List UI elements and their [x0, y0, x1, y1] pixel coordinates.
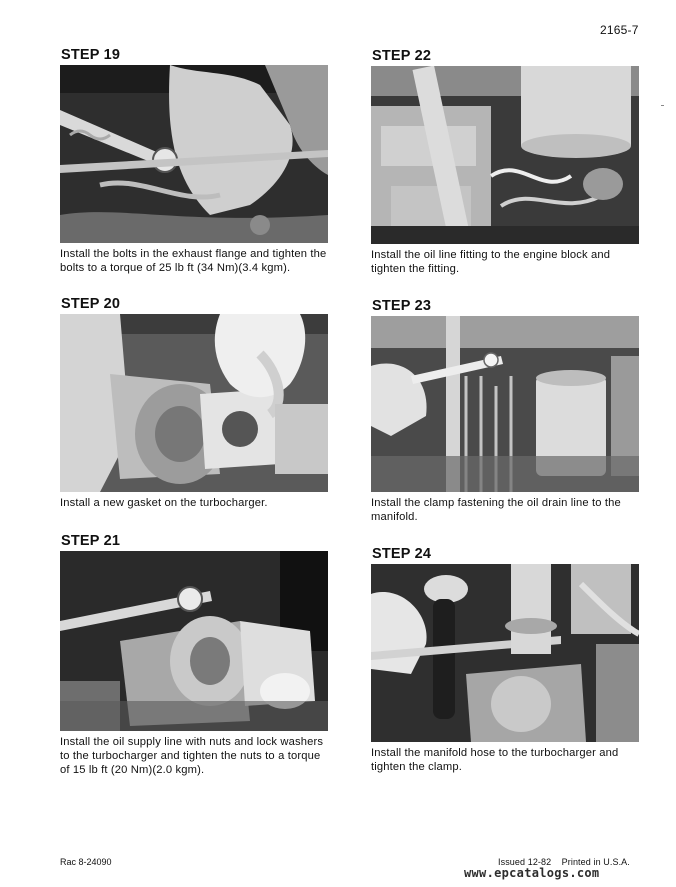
oil-drain-clamp-photo	[371, 316, 639, 492]
exhaust-flange-photo	[60, 65, 328, 243]
step-caption: Install the bolts in the exhaust flange and tighten the bolts to a torque of 25 lb ft (34 Nm)(3.4 kgm).	[60, 248, 327, 274]
step-title: STEP 23	[372, 298, 432, 314]
step-19	[60, 47, 332, 275]
manifold-hose-photo	[371, 564, 639, 742]
page-number: 2165-7	[600, 23, 639, 37]
printed-in: Printed in U.S.A.	[561, 857, 630, 867]
step-title: STEP 19	[61, 47, 121, 63]
margin-tick	[661, 105, 664, 106]
step-caption: Install the clamp fastening the oil drain line to the manifold.	[371, 497, 621, 523]
oil-supply-line-photo	[60, 551, 328, 731]
step-caption: Install the oil line fitting to the engine block and tighten the fitting.	[371, 249, 611, 275]
step-title: STEP 22	[372, 48, 432, 64]
issued-date: Issued 12-82	[498, 857, 552, 867]
turbocharger-gasket-photo	[60, 314, 328, 492]
step-20	[60, 296, 332, 510]
step-21	[60, 533, 332, 777]
step-caption: Install the oil supply line with nuts and lock washers to the turbocharger and tighten the nuts to a torque of 15 lb ft (20 Nm)(2.0 kgm).	[60, 736, 324, 776]
step-24	[371, 546, 643, 774]
step-23	[371, 298, 643, 524]
step-22	[371, 48, 643, 276]
document-id: Rac 8-24090	[60, 857, 112, 867]
step-title: STEP 20	[61, 296, 121, 312]
step-title: STEP 21	[61, 533, 121, 549]
oil-line-fitting-photo	[371, 66, 639, 244]
step-title: STEP 24	[372, 546, 432, 562]
watermark: www.epcatalogs.com	[464, 866, 600, 880]
step-caption: Install the manifold hose to the turbocharger and tighten the clamp.	[371, 747, 619, 773]
step-caption: Install a new gasket on the turbocharger.	[60, 497, 268, 509]
